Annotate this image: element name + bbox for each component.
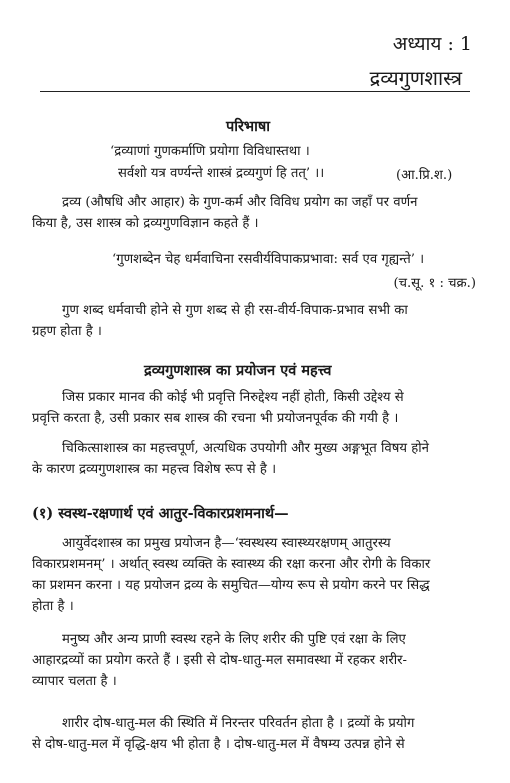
text-line: चिकित्साशास्त्र का महत्त्वपूर्ण, अत्यधिक उपयोगी और मुख्य अङ्गभूत विषय होने: [62, 441, 429, 456]
text-line: होता है ।: [32, 599, 74, 614]
header-rule: [40, 91, 470, 92]
quote-2: ‘गुणशब्देन चेह धर्मवाचिना रसवीर्यविपाकप्रभावा: सर्व एव गृह्यन्ते’ ।: [112, 252, 425, 267]
definition-paragraph-1: [32, 192, 480, 234]
text-line: ग्रहण होता है ।: [32, 324, 102, 339]
purpose-heading: द्रव्यगुणशास्त्र का प्रयोजन एवं महत्त्व: [144, 362, 332, 379]
text-line: किया है, उस शास्त्र को द्रव्यगुणविज्ञान कहते हैं ।: [32, 216, 259, 231]
text-line: प्रवृत्ति करता है, उसी प्रकार सब शास्त्र की रचना भी प्रयोजनपूर्वक की गयी है ।: [32, 411, 399, 426]
subsection-heading: (१) स्वस्थ-रक्षणार्थ एवं आतुर-विकारप्रशमनार्थ—: [32, 505, 289, 522]
subsection-paragraph-1: [32, 533, 480, 617]
verse-line-2: सर्वशो यत्र वर्ण्यन्ते शास्त्रं द्रव्यगुणं हि तत्’ ।।: [118, 166, 325, 181]
text-line: व्यापार चलता है ।: [32, 674, 117, 689]
text-line: से दोष-धातु-मल में वृद्धि-क्षय भी होता है । दोष-धातु-मल में वैषम्य उत्पन्न होने से: [32, 737, 405, 752]
text-line: का प्रशमन करना । यह प्रयोजन द्रव्य के समुचित—योग्य रूप से प्रयोग करने पर सिद्ध: [32, 578, 430, 593]
chapter-number: अध्याय : 1: [392, 33, 472, 55]
text-line: मनुष्य और अन्य प्राणी स्वस्थ रहने के लिए शरीर की पुष्टि एवं रक्षा के लिए: [62, 632, 406, 647]
subsection-paragraph-2: [32, 629, 480, 692]
text-line: गुण शब्द धर्मवाची होने से गुण शब्द से ही रस-वीर्य-विपाक-प्रभाव सभी का: [62, 303, 408, 318]
quote-2-source: (च.सू. १ : चक्र.): [393, 276, 476, 291]
text-line: के कारण द्रव्यगुणशास्त्र का महत्त्व विशेष रूप से है ।: [32, 462, 277, 477]
text-line: आहारद्रव्यों का प्रयोग करते हैं । इसी से दोष-धातु-मल समावस्था में रहकर शरीर-: [32, 653, 407, 668]
text-line: आयुर्वेदशास्त्र का प्रमुख प्रयोजन है—‘स्वस्थस्य स्वास्थ्यरक्षणम् आतुरस्य: [62, 536, 391, 551]
purpose-paragraph-2: [32, 438, 480, 480]
verse-line-1: ‘द्रव्याणां गुणकर्माणि प्रयोगा विविधास्तथा ।: [110, 144, 310, 159]
definition-paragraph-2: [32, 300, 480, 342]
chapter-title: द्रव्यगुणशास्त्र: [369, 66, 462, 90]
subsection-paragraph-3: [32, 713, 480, 755]
text-line: द्रव्य (औषधि और आहार) के गुण-कर्म और विविध प्रयोग का जहाँ पर वर्णन: [62, 195, 418, 210]
text-line: विकारप्रशमनम्’ । अर्थात् स्वस्थ व्यक्ति के स्वास्थ्य की रक्षा करना और रोगी के विकार: [32, 557, 431, 572]
verse-source: (आ.प्रि.श.): [396, 168, 453, 183]
definition-heading: परिभाषा: [226, 118, 271, 135]
text-line: जिस प्रकार मानव की कोई भी प्रवृत्ति निरुद्देश्य नहीं होती, किसी उद्देश्य से: [62, 390, 404, 405]
text-line: शारीर दोष-धातु-मल की स्थिति में निरन्तर परिवर्तन होता है । द्रव्यों के प्रयोग: [62, 716, 415, 731]
purpose-paragraph-1: [32, 387, 480, 429]
